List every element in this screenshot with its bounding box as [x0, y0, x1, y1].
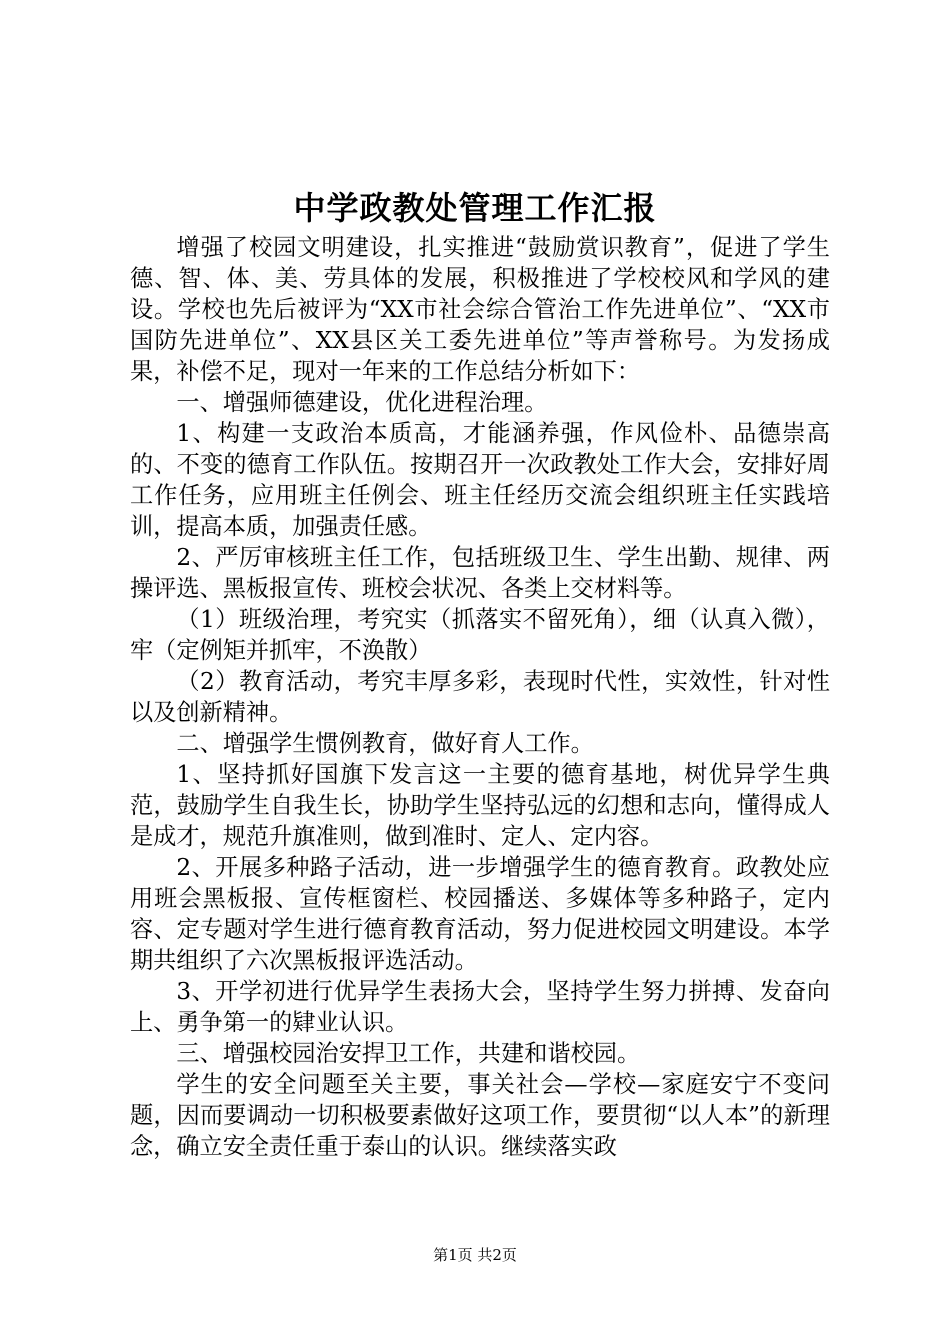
document-body: [130, 232, 830, 1162]
paragraph-3-1: 学生的安全问题至关主要，事关社会—学校—家庭安宁不变问题，因而要调动一切积极要素做好这项工作，要贯彻“以人本”的新理念，确立安全责任重于泰山的认识。继续落实政: [130, 1071, 830, 1160]
heading-section-1: 一、增强师德建设，优化进程治理。: [176, 389, 548, 416]
paragraph-2-3: 3、开学初进行优异学生表扬大会，坚持学生努力拼搏、发奋向上、勇争第一的肄业认识。: [130, 978, 830, 1036]
paragraph-1-2-a: （1）班级治理，考究实（抓落实不留死角），细（认真入微），牢（定例矩并抓牢，不涣散）: [130, 606, 830, 664]
paragraph-1-2: 2、严厉审核班主任工作，包括班级卫生、学生出勤、规律、两操评选、黑板报宣传、班校会状况、各类上交材料等。: [130, 544, 830, 602]
paragraph-1-2-b: （2）教育活动，考究丰厚多彩，表现时代性，实效性，针对性以及创新精神。: [130, 668, 830, 726]
paragraph-intro: 增强了校园文明建设，扎实推进“鼓励赏识教育”，促进了学生德、智、体、美、劳具体的发展，积极推进了学校校风和学风的建设。学校也先后被评为“XX市社会综合管治工作先进单位”、“XX市国防先进单位”、XX县区关工委先进单位”等声誉称号。为发扬成果，补偿不足，现对一年来的工作总结分析如下：: [130, 234, 830, 385]
paragraph-1-1: 1、构建一支政治本质高，才能涵养强，作风俭朴、品德崇高的、不变的德育工作队伍。按期召开一次政教处工作大会，安排好周工作任务，应用班主任例会、班主任经历交流会组织班主任实践培训，提高本质，加强责任感。: [130, 420, 830, 540]
document-title: 中学政教处管理工作汇报: [293, 189, 657, 227]
heading-section-3: 三、增强校园治安捍卫工作，共建和谐校园。: [176, 1040, 641, 1067]
paragraph-2-1: 1、坚持抓好国旗下发言这一主要的德育基地，树优异学生典范，鼓励学生自我生长，协助学生坚持弘远的幻想和志向，懂得成人是成才，规范升旗准则，做到准时、定人、定内容。: [130, 761, 830, 850]
heading-section-2: 二、增强学生惯例教育，做好育人工作。: [176, 730, 594, 757]
page-footer: 第1页 共2页: [433, 1246, 517, 1264]
paragraph-2-2: 2、开展多种路子活动，进一步增强学生的德育教育。政教处应用班会黑板报、宣传框窗栏、校园播送、多媒体等多种路子，定内容、定专题对学生进行德育教育活动，努力促进校园文明建设。本学期共组织了六次黑板报评选活动。: [130, 854, 830, 974]
